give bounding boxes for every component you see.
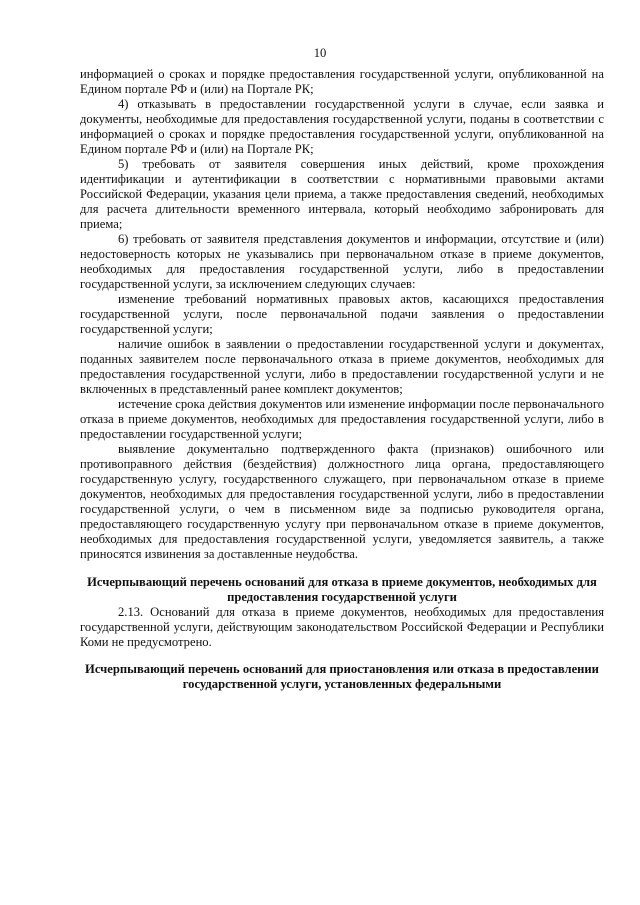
page-number: 10 [313, 46, 327, 60]
document-body [80, 67, 604, 692]
paragraph-exception-2: наличие ошибок в заявлении о предоставлении государственной услуги и документах, поданных заявителем после первоначального отказа в приеме документов, необходимых для предоставления государственной услуги, либо в предоставлении государственной услуги и не включенных в представленный ранее комплект документов; [80, 337, 604, 396]
paragraph-continuation: информацией о сроках и порядке предоставления государственной услуги, опубликованной на Едином портале РФ и (или) на Портале РК; [80, 67, 604, 96]
paragraph-exception-4: выявление документально подтвержденного факта (признаков) ошибочного или противоправного действия (бездействия) должностного лица органа, предоставляющего государственную услугу, государственного служащего, при первоначальном отказе в приеме документов, необходимых для предоставления государственной услуги, либо в предоставлении государственной услуги, о чем в письменном виде за подписью руководителя органа, предоставляющего государственную услугу при первоначальном отказе в приеме документов, необходимых для предоставления государственной услуги, уведомляется заявитель, а также приносятся извинения за доставленные неудобства. [80, 442, 604, 561]
paragraph-item-5: 5) требовать от заявителя совершения иных действий, кроме прохождения идентификации и аутентификации в соответствии с нормативными правовыми актами Российской Федерации, указания цели приема, а также предоставления сведений, необходимых для расчета длительности временного интервала, который необходимо забронировать для приема; [80, 157, 604, 231]
paragraph-exception-1: изменение требований нормативных правовых актов, касающихся предоставления государственной услуги, после первоначальной подачи заявления о предоставлении государственной услуги; [80, 292, 604, 336]
paragraph-exception-3: истечение срока действия документов или изменение информации после первоначального отказа в приеме документов, необходимых для предоставления государственной услуги, либо в предоставлении государственной услуги; [80, 397, 604, 441]
section-heading-refusal-documents: Исчерпывающий перечень оснований для отказа в приеме документов, необходимых для предоставления государственной услуги [87, 575, 597, 604]
paragraph-item-6: 6) требовать от заявителя представления документов и информации, отсутствие и (или) недостоверность которых не указывались при первоначальном отказе в приеме документов, необходимых для предоставления государственной услуги, либо в предоставлении государственной услуги, за исключением следующих случаев: [80, 232, 604, 291]
paragraph-item-4: 4) отказывать в предоставлении государственной услуги в случае, если заявка и документы, необходимые для предоставления государственной услуги, поданы в соответствии с информацией о сроках и порядке предоставления государственной услуги, опубликованной на Едином портале РФ и (или) на Портале РК; [80, 97, 604, 156]
paragraph-2-13: 2.13. Оснований для отказа в приеме документов, необходимых для предоставления государственной услуги, действующим законодательством Российской Федерации и Республики Коми не предусмотрено. [80, 605, 604, 649]
section-heading-suspension: Исчерпывающий перечень оснований для приостановления или отказа в предоставлении государственной услуги, установленных федеральными [85, 662, 599, 691]
